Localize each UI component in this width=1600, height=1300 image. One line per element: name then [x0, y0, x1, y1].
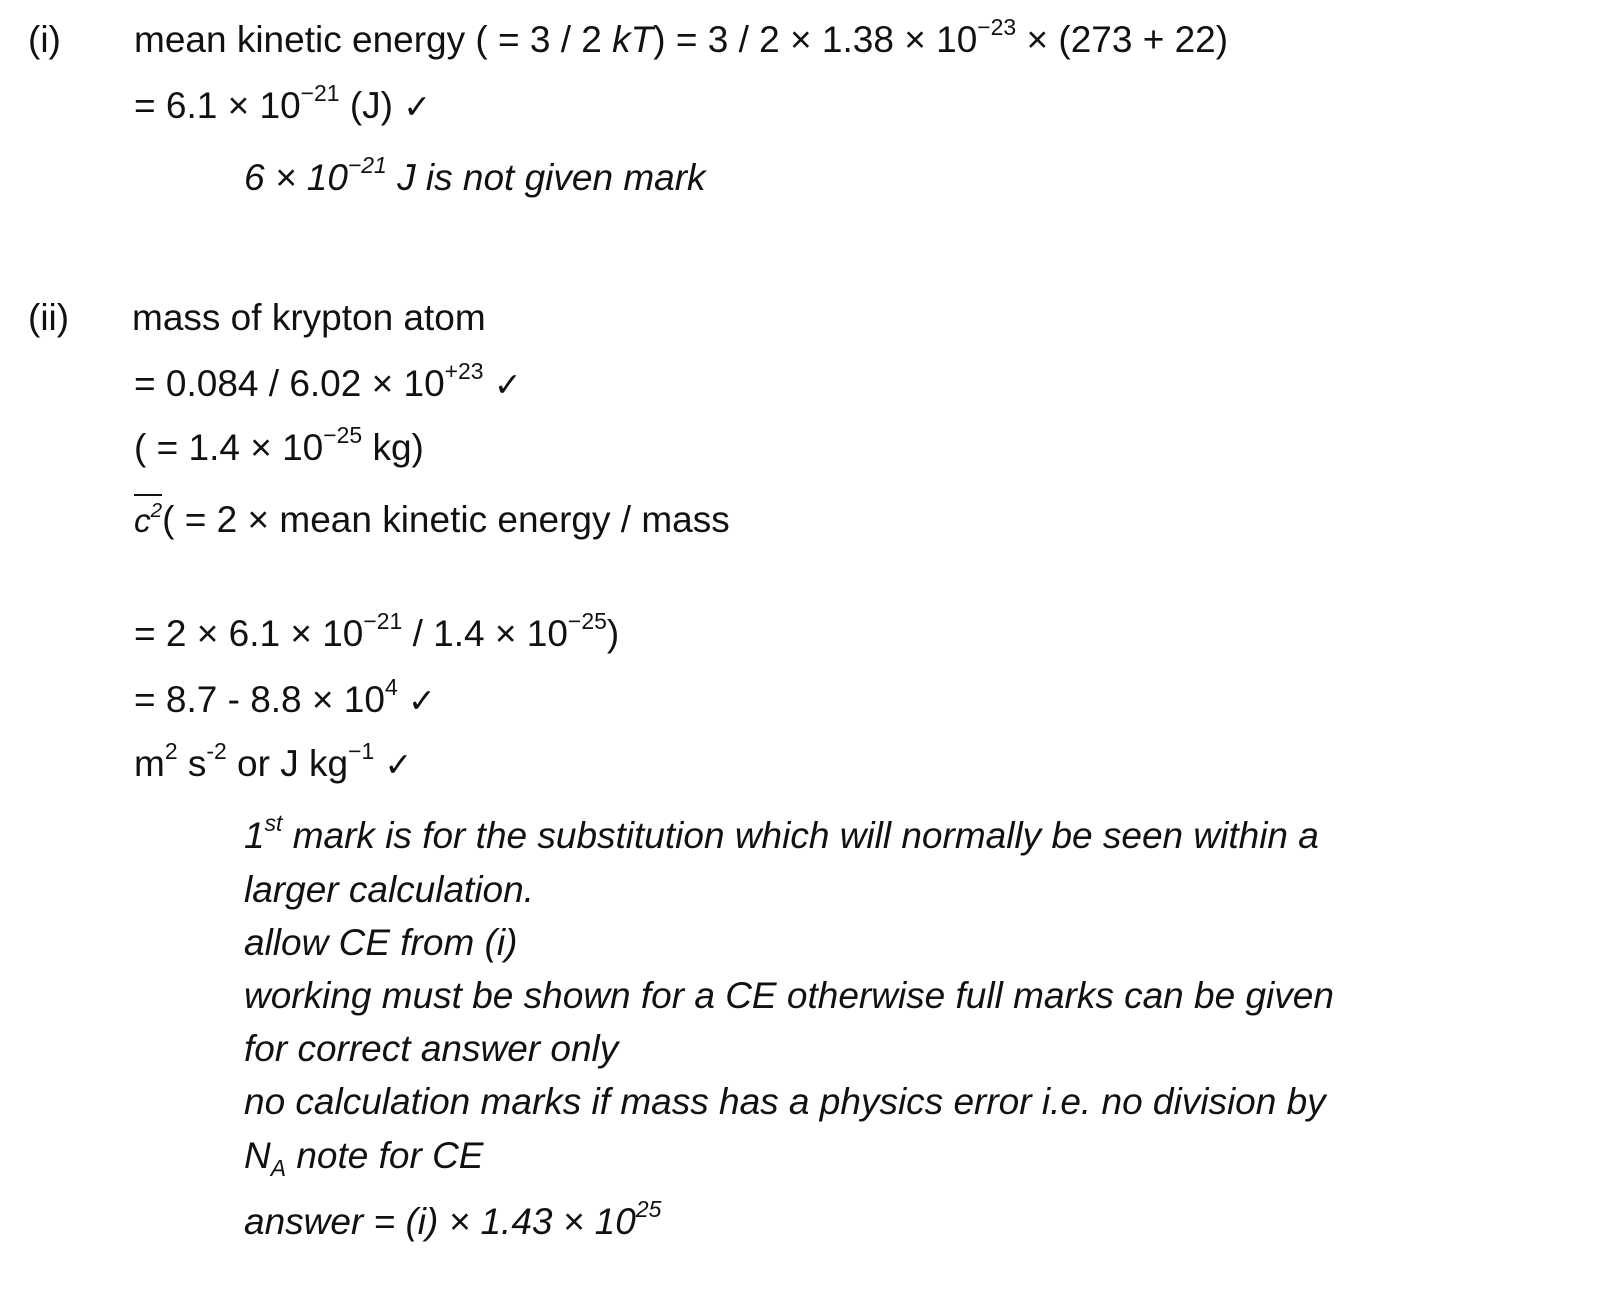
exponent: −23	[977, 13, 1017, 40]
check-mark-icon: ✓	[384, 745, 413, 784]
part-ii-mass-value	[134, 421, 424, 470]
equation-text: × (273 + 22)	[1016, 19, 1229, 60]
note-line-7	[244, 1134, 484, 1182]
symbol-k: k	[612, 19, 631, 60]
note-line-5: for correct answer only	[244, 1028, 619, 1069]
part-ii-speed-result	[134, 673, 436, 723]
spacer	[398, 679, 408, 720]
exponent: 2	[164, 737, 178, 764]
exponent: -2	[206, 737, 227, 764]
exponent: −21	[363, 607, 403, 634]
exponent: 4	[384, 673, 398, 700]
ordinal-suffix: st	[264, 809, 283, 836]
exponent: −25	[567, 607, 607, 634]
equation-text: )	[606, 613, 620, 654]
exponent: 2	[150, 498, 163, 522]
part-i-result	[134, 79, 432, 129]
result-text: = 8.7 - 8.8 × 10	[134, 679, 385, 720]
part-i-equation	[134, 13, 1229, 62]
note-text: N	[244, 1135, 271, 1176]
check-mark-icon: ✓	[493, 365, 522, 404]
equation-text: = 2 × 6.1 × 10	[134, 613, 364, 654]
unit-text: m	[134, 743, 165, 784]
equation-text: / 1.4 × 10	[402, 613, 568, 654]
spacer	[374, 743, 384, 784]
note-text: note for CE	[286, 1135, 484, 1176]
part-ii-label: (ii)	[28, 297, 70, 338]
exponent: −21	[300, 79, 340, 106]
equation-text: ( = 1.4 × 10	[134, 427, 324, 468]
equation-text: = 0.084 / 6.02 × 10	[134, 363, 445, 404]
spacer	[484, 363, 494, 404]
part-ii-units	[134, 737, 413, 787]
equation-text: kg)	[362, 427, 424, 468]
note-text: J is not given mark	[386, 157, 706, 198]
symbol-c: c	[134, 503, 151, 540]
note-text: mark is for the substitution which will normally be seen within a	[282, 815, 1319, 856]
symbol-T: T	[630, 19, 654, 60]
equation-text: ) = 3 / 2 × 1.38 × 10	[653, 19, 978, 60]
part-ii-mass-substitution	[134, 357, 522, 407]
subscript: A	[270, 1155, 287, 1182]
exponent: −25	[323, 421, 363, 448]
check-mark-icon: ✓	[408, 681, 436, 720]
unit-text: or J kg	[226, 743, 349, 784]
note-text: 6 × 10	[244, 157, 348, 198]
equation-text: ( = 2 × mean kinetic energy / mass	[162, 499, 730, 540]
equation-text: mean kinetic energy ( = 3 / 2	[134, 19, 613, 60]
note-line-answer	[244, 1195, 662, 1244]
part-ii-speed-substitution	[134, 607, 620, 656]
part-i-marking-note	[244, 151, 706, 200]
note-line-2: larger calculation.	[244, 869, 534, 910]
note-text: 1	[244, 815, 265, 856]
result-unit: (J)	[339, 85, 404, 126]
part-ii-mean-square-speed	[134, 496, 730, 544]
part-ii-heading: mass of krypton atom	[132, 297, 486, 338]
unit-text: s	[177, 743, 207, 784]
c-squared-bar-symbol	[134, 496, 162, 544]
note-line-4: working must be shown for a CE otherwise full marks can be given	[244, 975, 1334, 1016]
result-text: = 6.1 × 10	[134, 85, 301, 126]
note-line-3: allow CE from (i)	[244, 922, 518, 963]
part-i-label: (i)	[28, 19, 61, 60]
check-mark-icon: ✓	[403, 87, 432, 126]
exponent: +23	[444, 357, 484, 384]
note-text: answer = (i) × 1.43 × 10	[244, 1201, 636, 1242]
note-line-1	[244, 809, 1319, 858]
exponent: −21	[347, 151, 387, 178]
note-line-6: no calculation marks if mass has a physics error i.e. no division by	[244, 1081, 1326, 1122]
exponent: −1	[348, 737, 375, 764]
exponent: 25	[635, 1195, 662, 1222]
